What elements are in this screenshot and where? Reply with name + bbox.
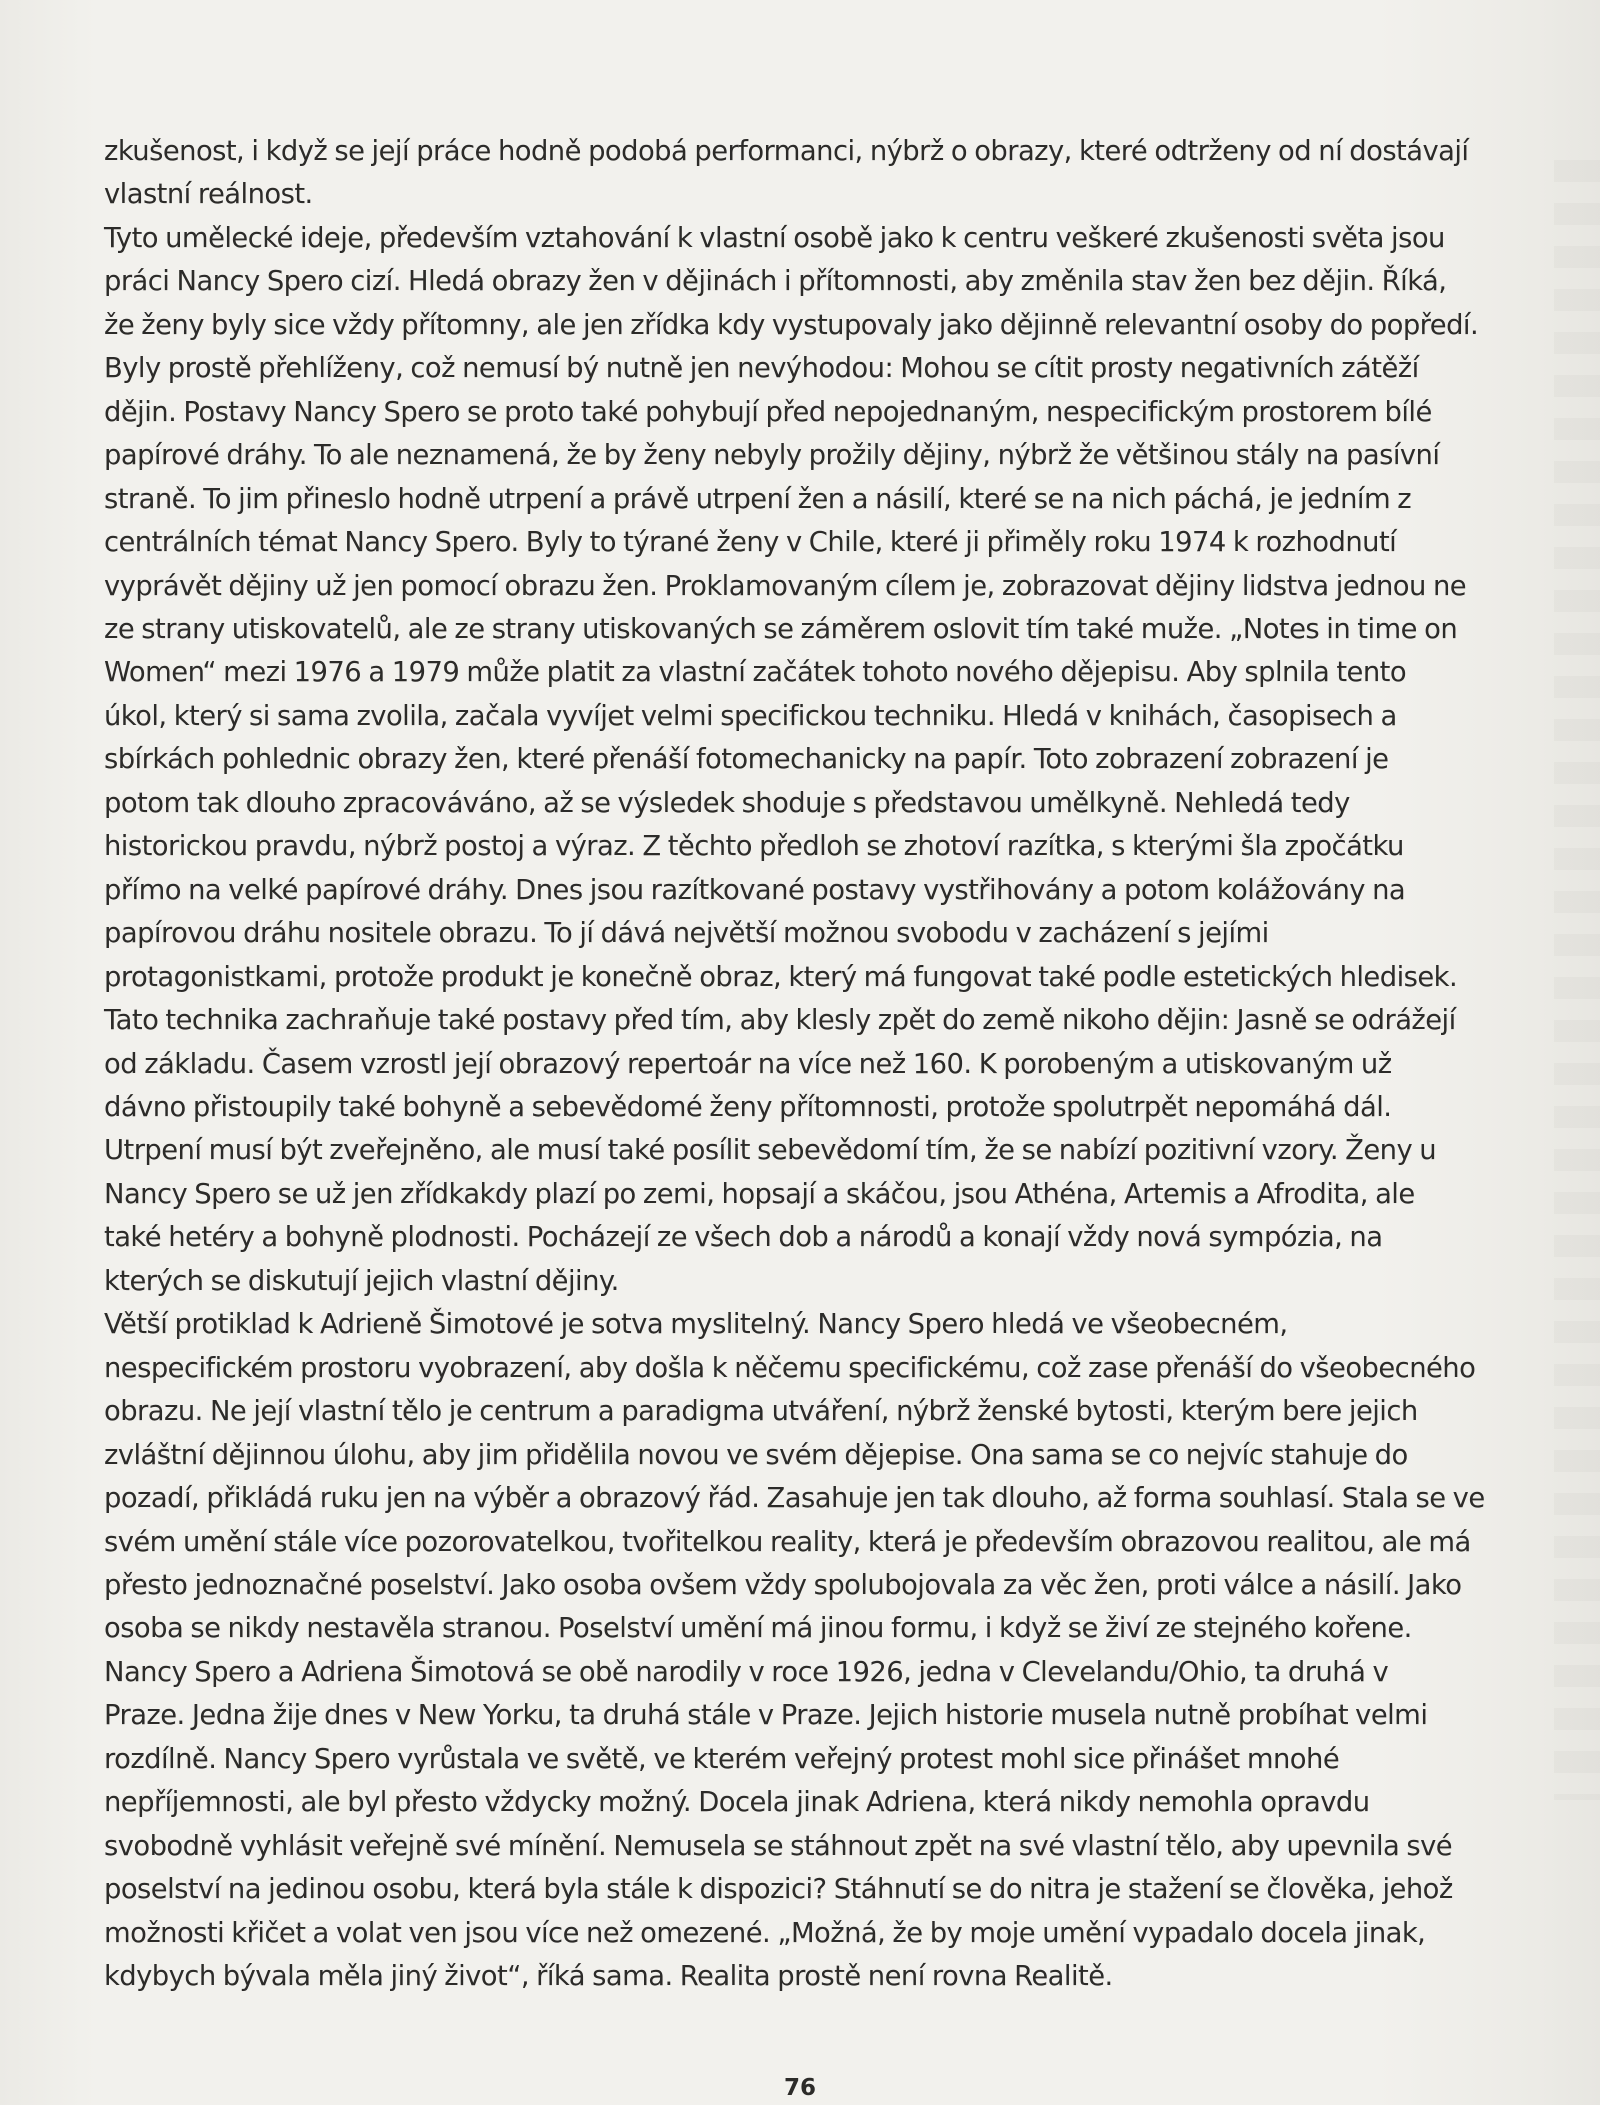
text-line: že ženy byly sice vždy přítomny, ale jen zřídka kdy vystupovaly jako dějinně relevantní osoby do popředí. [104, 309, 1479, 341]
text-line: historickou pravdu, nýbrž postoj a výraz. Z těchto předloh se zhotoví razítka, s kterými šla zpočátku [104, 831, 1404, 863]
body-text [104, 130, 1544, 1998]
text-line: sbírkách pohlednic obrazy žen, které přenáší fotomechanicky na papír. Toto zobrazení zobrazení je [104, 744, 1389, 776]
text-line: zvláštní dějinnou úlohu, aby jim přidělila novou ve svém dějepise. Ona sama se co nejvíc stahuje do [104, 1439, 1408, 1471]
text-line: práci Nancy Spero cizí. Hledá obrazy žen v dějinách i přítomnosti, aby změnila stav žen bez dějin. Říká, [104, 266, 1447, 298]
text-line: dávno přistoupily také bohyně a sebevědomé ženy přítomnosti, protože spolutrpět nepomáhá dál. [104, 1091, 1392, 1123]
text-line: Utrpení musí být zveřejněno, ale musí také posílit sebevědomí tím, že se nabízí pozitivní vzory. Ženy u [104, 1135, 1437, 1167]
text-line: přímo na velké papírové dráhy. Dnes jsou razítkované postavy vystřihovány a potom kolážovány na [104, 874, 1406, 906]
text-line: potom tak dlouho zpracováváno, až se výsledek shoduje s představou umělkyně. Nehledá tedy [104, 787, 1350, 819]
text-line: svobodně vyhlásit veřejně své mínění. Nemusela se stáhnout zpět na své vlastní tělo, aby upevnila své [104, 1830, 1453, 1862]
text-line: straně. To jim přineslo hodně utrpení a právě utrpení žen a násilí, které se na nich páchá, je jedním z [104, 483, 1412, 515]
text-line: centrálních témat Nancy Spero. Byly to týrané ženy v Chile, které ji přiměly roku 1974 k rozhodnutí [104, 527, 1397, 559]
text-line: poselství na jedinou osobu, která byla stále k dispozici? Stáhnutí se do nitra je stažení se člověka, jehož [104, 1874, 1453, 1906]
text-line: pozadí, přikládá ruku jen na výběr a obrazový řád. Zasahuje jen tak dlouho, až forma souhlasí. Stala se ve [104, 1483, 1485, 1515]
text-line: přesto jednoznačné poselství. Jako osoba ovšem vždy spolubojovala za věc žen, proti válce a násilí. Jako [104, 1569, 1462, 1601]
text-line: úkol, který si sama zvolila, začala vyvíjet velmi specifickou techniku. Hledá v knihách, časopisech a [104, 700, 1397, 732]
text-line: kdybych bývala měla jiný život“, říká sama. Realita prostě není rovna Realitě. [104, 1961, 1113, 1993]
text-line: vyprávět dějiny už jen pomocí obrazu žen. Proklamovaným cílem je, zobrazovat dějiny lidstva jednou ne [104, 570, 1467, 602]
text-line: nepříjemnosti, ale byl přesto vždycky možný. Docela jinak Adriena, která nikdy nemohla opravdu [104, 1787, 1370, 1819]
text-line: osoba se nikdy nestavěla stranou. Poselství umění má jinou formu, i když se živí ze stejného kořene. [104, 1613, 1412, 1645]
text-line: kterých se diskutují jejich vlastní dějiny. [104, 1265, 619, 1297]
text-line: ze strany utiskovatelů, ale ze strany utiskovaných se záměrem oslovit tím také muže. „Notes in time on [104, 613, 1458, 645]
text-line: Tato technika zachraňuje také postavy před tím, aby klesly zpět do země nikoho dějin: Jasně se odrážejí [104, 1005, 1456, 1037]
text-line: Nancy Spero a Adriena Šimotová se obě narodily v roce 1926, jedna v Clevelandu/Ohio, ta druhá v [104, 1656, 1389, 1688]
text-line: vlastní reálnost. [104, 179, 313, 211]
text-line: Women“ mezi 1976 a 1979 může platit za vlastní začátek tohoto nového dějepisu. Aby splnila tento [104, 657, 1407, 689]
text-line: Větší protiklad k Adrieně Šimotové je sotva myslitelný. Nancy Spero hledá ve všeobecném, [104, 1309, 1288, 1341]
text-line: rozdílně. Nancy Spero vyrůstala ve světě, ve kterém veřejný protest mohl sice přinášet mnohé [104, 1743, 1340, 1775]
text-line: protagonistkami, protože produkt je konečně obraz, který má fungovat také podle estetických hledisek. [104, 961, 1458, 993]
text-line: možnosti křičet a volat ven jsou více než omezené. „Možná, že by moje umění vypadalo docela jinak, [104, 1917, 1426, 1949]
text-line: svém umění stále více pozorovatelkou, tvořitelkou reality, která je především obrazovou realitou, ale má [104, 1526, 1471, 1558]
text-line: nespecifickém prostoru vyobrazení, aby došla k něčemu specifickému, což zase přenáší do všeobecného [104, 1352, 1476, 1384]
text-line: od základu. Časem vzrostl její obrazový repertoár na více než 160. K porobeným a utiskovaným už [104, 1048, 1392, 1080]
page-number: 76 [783, 2075, 816, 2101]
text-line: Nancy Spero se už jen zřídkakdy plazí po zemi, hopsají a skáčou, jsou Athéna, Artemis a Afrodita, ale [104, 1178, 1415, 1210]
page-edge-bleed [1554, 160, 1600, 1800]
text-line: papírovou dráhu nositele obrazu. To jí dává největší možnou svobodu v zacházení s jejími [104, 918, 1269, 950]
text-line: Tyto umělecké ideje, především vztahování k vlastní osobě jako k centru veškeré zkušenosti světa jsou [104, 222, 1445, 254]
text-line: Praze. Jedna žije dnes v New Yorku, ta druhá stále v Praze. Jejich historie musela nutně probíhat velmi [104, 1700, 1428, 1732]
text-line: obrazu. Ne její vlastní tělo je centrum a paradigma utváření, nýbrž ženské bytosti, kterým bere jejich [104, 1396, 1418, 1428]
text-line: Byly prostě přehlíženy, což nemusí bý nutně jen nevýhodou: Mohou se cítit prosty negativních zátěží [104, 353, 1419, 385]
text-line: dějin. Postavy Nancy Spero se proto také pohybují před nepojednaným, nespecifickým prostorem bílé [104, 396, 1432, 428]
text-line: také hetéry a bohyně plodnosti. Pocházejí ze všech dob a národů a konají vždy nová sympózia, na [104, 1222, 1383, 1254]
text-line: papírové dráhy. To ale neznamená, že by ženy nebyly prožily dějiny, nýbrž že většinou stály na pasívní [104, 440, 1440, 472]
text-line: zkušenost, i když se její práce hodně podobá performanci, nýbrž o obrazy, které odtrženy od ní dostávají [104, 136, 1469, 167]
